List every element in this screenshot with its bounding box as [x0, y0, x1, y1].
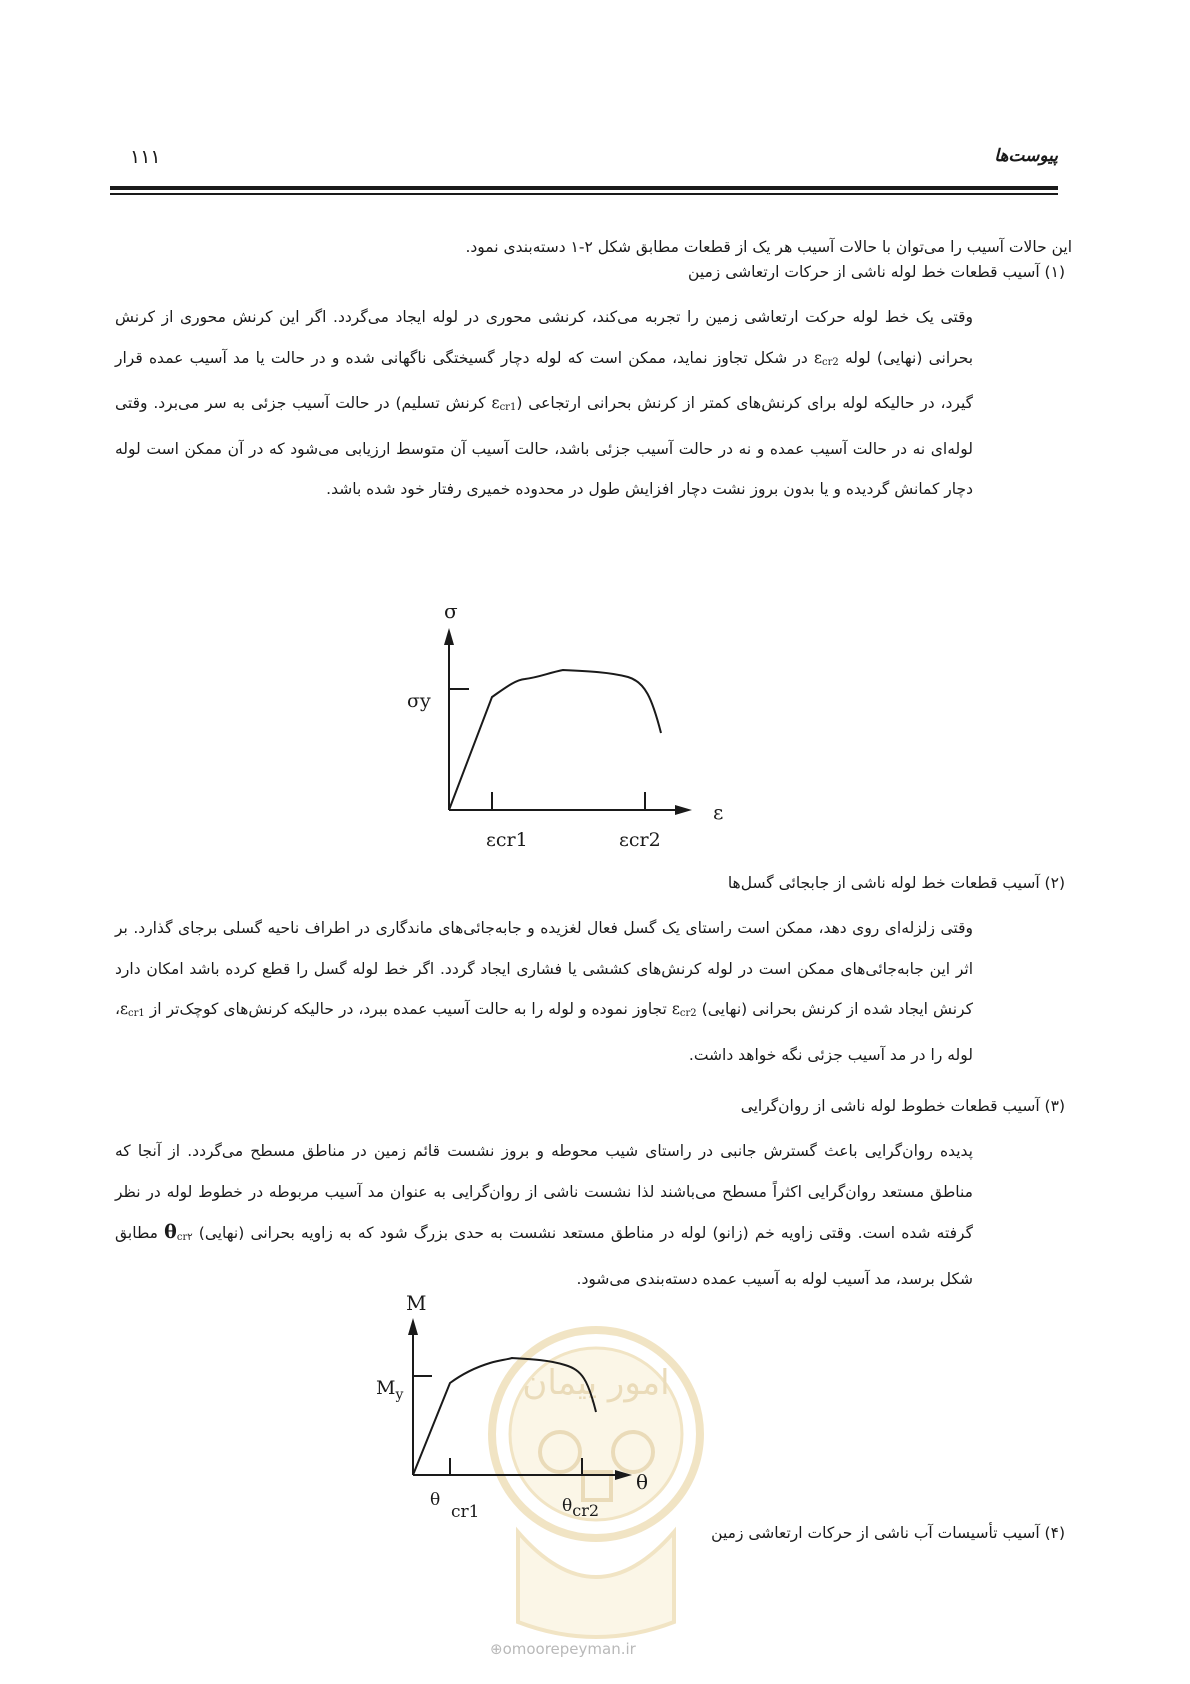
intro-line: این حالات آسیب را می‌توان با حالات آسیب هر یک از قطعات مطابق شکل ۲-۱ دسته‌بندی نمود. — [465, 238, 1072, 256]
section3-paragraph — [115, 1131, 973, 1299]
eps-cr2-symbol: $\varepsilon_{cr2}$ — [813, 348, 839, 368]
section1-text-c: کرنش تسلیم) در حالت آسیب جزئی به سر می‌برد. وقتی لوله‌ای نه در حالت آسیب عمده و نه در حالت آسیب جزئی باشد، حالت آسیب آن متوسط ارزیابی می‌شود که در آن ممکن است لوله دچار کمانش گردیده و یا بدون بروز نشت دچار افزایش طول در محدوده خمیری رفتار خود شده باشد. — [115, 394, 973, 498]
fig2-x-axis-label: θ — [636, 1470, 649, 1494]
section2-heading: (۲) آسیب قطعات خط لوله ناشی از جابجائی گسل‌ها — [727, 874, 1065, 892]
fig2-y-axis-label: M — [406, 1291, 427, 1315]
globe-icon: ⊕ — [490, 1640, 503, 1658]
fig1-tick1-label: εcr1 — [486, 829, 528, 851]
section3-heading: (۳) آسیب قطعات خطوط لوله ناشی از روان‌گرایی — [740, 1097, 1065, 1115]
sec2-eps-cr2-symbol: $\varepsilon_{cr2}$ — [671, 1000, 697, 1019]
fig2-tick1-theta: θ — [430, 1490, 441, 1510]
fig1-yield-label: σy — [407, 690, 431, 712]
section1-text-b: در شکل تجاوز نماید، ممکن است که لوله دچار گسیختگی ناگهانی شده و در حالت یا مد آسیب عمده قرار گیرد، در حالیکه لوله برای کرنش‌های کمتر از کرنش بحرانی ارتجاعی ( — [115, 348, 973, 412]
section1-text-a: وقتی یک خط لوله حرکت ارتعاشی زمین را تجربه می‌کند، کرنشی محوری در لوله ایجاد می‌گردد. اگر این کرنش محوری از کرنش بحرانی (نهایی) لوله — [115, 308, 974, 367]
fig1-tick2-label: εcr2 — [619, 829, 661, 851]
watermark-seal — [478, 1322, 718, 1652]
header-rule-thick — [110, 186, 1058, 190]
running-title: پیوست‌ها — [994, 146, 1058, 166]
fig1-y-arrowhead — [444, 628, 454, 645]
fig1-curve — [449, 670, 661, 810]
section2-paragraph — [115, 908, 973, 1075]
section2-text-a: وقتی زلزله‌ای روی دهد، ممکن است راستای یک گسل فعال لغزیده و جابه‌جائی‌های ماندگاری در اطراف ناحیه گسلی برجای گذارد. بر اثر این جابه‌جائی‌های ممکن است در لوله کرنش‌های کششی یا فشاری ایجاد گردد. اگر خط لوله گسل را قطع کرده باشد امکان دارد کرنش ایجاد شده از کرنش بحرانی (نهایی) — [115, 919, 973, 1018]
fig1-x-axis-label: ε — [713, 800, 724, 824]
fig2-yield-label: $M_y$ — [376, 1377, 404, 1403]
section2-text-c: ، لوله را در مد آسیب جزئی نگه خواهد داشت. — [115, 1000, 973, 1064]
theta-cr2-symbol: $\theta_{cr۲}$ — [164, 1221, 193, 1243]
sec2-eps-cr1-symbol: $\varepsilon_{cr1}$ — [120, 1000, 145, 1019]
section1-paragraph — [115, 297, 973, 510]
fig1-y-axis-label: σ — [444, 599, 458, 623]
header-rule-thin — [110, 193, 1058, 195]
watermark-url: ⊕omoorepeyman.ir — [490, 1640, 636, 1658]
fig2-tick1-sub: cr1 — [451, 1502, 480, 1522]
section1-heading: (۱) آسیب قطعات خط لوله ناشی از حرکات ارتعاشی زمین — [688, 263, 1065, 281]
section2-text-b: تجاوز نموده و لوله را به حالت آسیب عمده ببرد، در حالیکه کرنش‌های کوچک‌تر از — [144, 1000, 672, 1018]
section3-text-a: پدیده روان‌گرایی باعث گسترش جانبی در راستای شیب محوطه و بروز نشست قائم زمین در مناطق مسطح می‌گردد. از آنجا که مناطق مستعد روان‌گرایی اکثراً مسطح می‌باشند لذا نشست ناشی از روان‌گرایی به عنوان مد آسیب مربوطه در خطوط لوله در نظر گرفته شده است. وقتی زاویه خم (زانو) لوله در مناطق مستعد نشست به حدی بزرگ شود که به زاویه بحرانی (نهایی) — [115, 1142, 973, 1242]
section3-text-b: مطابق شکل برسد، مد آسیب لوله به آسیب عمده دسته‌بندی می‌شود. — [115, 1224, 973, 1288]
svg-text:امور پیمان: امور پیمان — [522, 1363, 670, 1403]
fig1-x-arrowhead — [675, 805, 692, 815]
eps-cr1-symbol: $\varepsilon_{cr1}$ — [491, 394, 517, 413]
page-number: ۱۱۱ — [130, 146, 161, 168]
section4-heading: (۴) آسیب تأسیسات آب ناشی از حرکات ارتعاشی زمین — [711, 1524, 1065, 1542]
fig2-y-arrowhead — [408, 1318, 418, 1335]
fig2-tick2-label: θcr2 — [562, 1496, 600, 1520]
